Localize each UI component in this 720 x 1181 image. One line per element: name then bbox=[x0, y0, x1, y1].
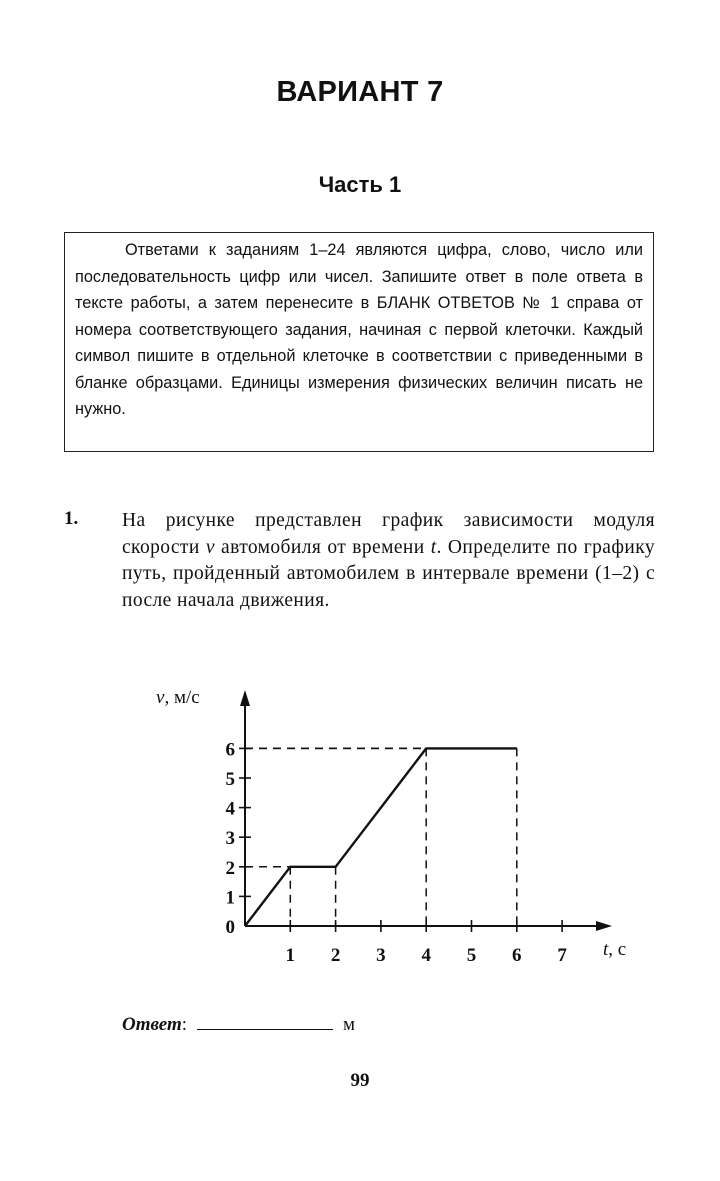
y-tick-label: 2 bbox=[225, 857, 235, 879]
answer-line bbox=[122, 1011, 355, 1036]
y-tick-label: 6 bbox=[225, 739, 235, 761]
y-tick-label: 1 bbox=[225, 887, 235, 909]
page-number: 99 bbox=[350, 1070, 370, 1091]
y-tick-label: 4 bbox=[225, 798, 235, 820]
answer-unit: м bbox=[343, 1014, 356, 1035]
x-tick-label: 4 bbox=[421, 945, 431, 966]
y-tick-label: 3 bbox=[225, 828, 235, 850]
x-tick-label: 7 bbox=[557, 945, 567, 966]
answer-field[interactable] bbox=[197, 1011, 333, 1030]
x-axis-arrow-icon bbox=[596, 921, 612, 931]
y-axis-arrow-icon bbox=[240, 690, 250, 706]
x-tick-label: 6 bbox=[512, 945, 522, 966]
answer-colon: : bbox=[181, 1014, 187, 1035]
variable-v: v bbox=[205, 536, 215, 558]
velocity-series-line bbox=[245, 748, 517, 926]
chart-ticks bbox=[239, 748, 562, 932]
origin-label: 0 bbox=[225, 917, 235, 938]
part-title: Часть 1 bbox=[318, 172, 402, 197]
chart-guide-lines bbox=[245, 748, 517, 926]
task-number: 1. bbox=[64, 508, 79, 529]
task-text-part1: На рисунке представлен график зависимости модуля скорости bbox=[122, 510, 655, 558]
y-axis-title: v, м/с bbox=[156, 687, 200, 708]
task-text-part2: автомобиля от времени bbox=[214, 536, 431, 558]
answer-label: Ответ bbox=[122, 1014, 182, 1035]
x-axis-title: t, с bbox=[603, 939, 627, 960]
x-tick-label: 3 bbox=[376, 945, 386, 966]
chart-series bbox=[245, 748, 517, 926]
variable-t: t bbox=[430, 536, 437, 558]
x-tick-label: 2 bbox=[330, 945, 341, 966]
task-text-part3: . Определите по графику путь, пройденный автомобилем в интервале времени (1–2) с после начала движения. bbox=[122, 536, 655, 611]
variant-title: ВАРИАНТ 7 bbox=[276, 76, 444, 108]
x-tick-label: 1 bbox=[285, 945, 296, 966]
instructions-text: Ответами к заданиям 1–24 являются цифра, слово, число или последовательность цифр или чисел. Запишите ответ в поле ответа в тексте работы, а затем перенесите в БЛАНК ОТВЕТОВ № 1 справа от номера соответствующего задания, начиная с первой клеточки. Каждый символ пишите в отдельной клеточке в соответствии с приведенными в бланке образцами. Единицы измерения физических величин писать не нужно. bbox=[75, 241, 643, 418]
chart-labels bbox=[156, 687, 626, 966]
y-tick-label: 5 bbox=[225, 769, 235, 790]
x-tick-label: 5 bbox=[466, 945, 477, 966]
